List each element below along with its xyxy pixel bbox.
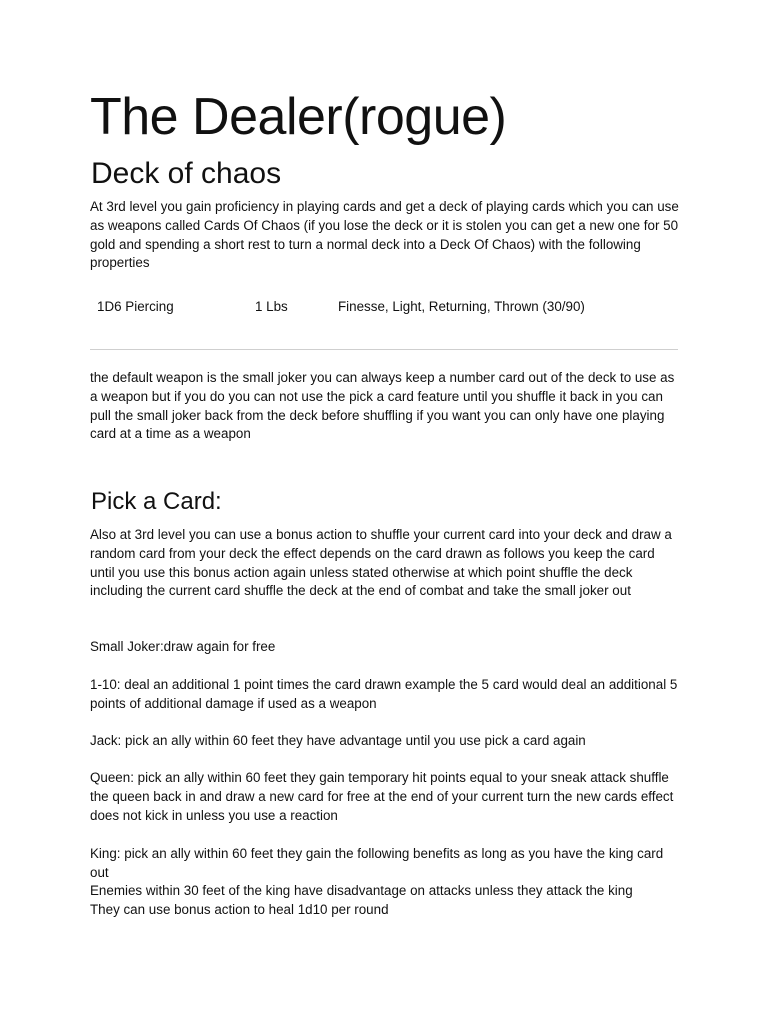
pick-a-card-heading: Pick a Card: [91, 488, 222, 515]
page-title: The Dealer(rogue) [90, 88, 507, 146]
weapon-weight: 1 Lbs [255, 299, 288, 314]
small-joker-entry: Small Joker:draw again for free [90, 639, 276, 654]
section-divider [90, 349, 678, 350]
default-weapon-paragraph: the default weapon is the small joker you can always keep a number card out of the deck to use as a weapon but if you do you can not use the pick a card feature until you shuffle it back in you can pull the small joker back from the deck before shuffling if you want you can only have one playing card at a time as a weapon [90, 370, 675, 442]
queen-entry: Queen: pick an ally within 60 feet they gain temporary hit points equal to your sneak attack shuffle the queen back in and draw a new card for free at the end of your current turn the new cards effect does not kick in unless you use a reaction [90, 770, 674, 823]
pick-a-card-intro: Also at 3rd level you can use a bonus action to shuffle your current card into your deck and draw a random card from your deck the effect depends on the card drawn as follows you keep the card until you use this bonus action again unless stated otherwise at which point shuffle the deck including the current card shuffle the deck at the end of combat and take the small joker out [90, 527, 672, 599]
weapon-damage: 1D6 Piercing [97, 299, 174, 314]
deck-intro-paragraph: At 3rd level you gain proficiency in playing cards and get a deck of playing cards which you can use as weapons called Cards Of Chaos (if you lose the deck or it is stolen you can get a new one for 50 gold and spending a short rest to turn a normal deck into a Deck Of Chaos) with the following properties [90, 199, 679, 271]
king-benefit-heal: They can use bonus action to heal 1d10 per round [90, 902, 389, 917]
deck-of-chaos-heading: Deck of chaos [91, 157, 282, 190]
king-entry: King: pick an ally within 60 feet they gain the following benefits as long as you have the king card out [90, 846, 664, 880]
number-cards-entry: 1-10: deal an additional 1 point times the card drawn example the 5 card would deal an additional 5 points of additional damage if used as a weapon [90, 677, 678, 711]
weapon-traits: Finesse, Light, Returning, Thrown (30/90) [338, 299, 585, 314]
jack-entry: Jack: pick an ally within 60 feet they have advantage until you use pick a card again [90, 733, 586, 748]
king-benefit-disadvantage: Enemies within 30 feet of the king have disadvantage on attacks unless they attack the king [90, 883, 633, 898]
